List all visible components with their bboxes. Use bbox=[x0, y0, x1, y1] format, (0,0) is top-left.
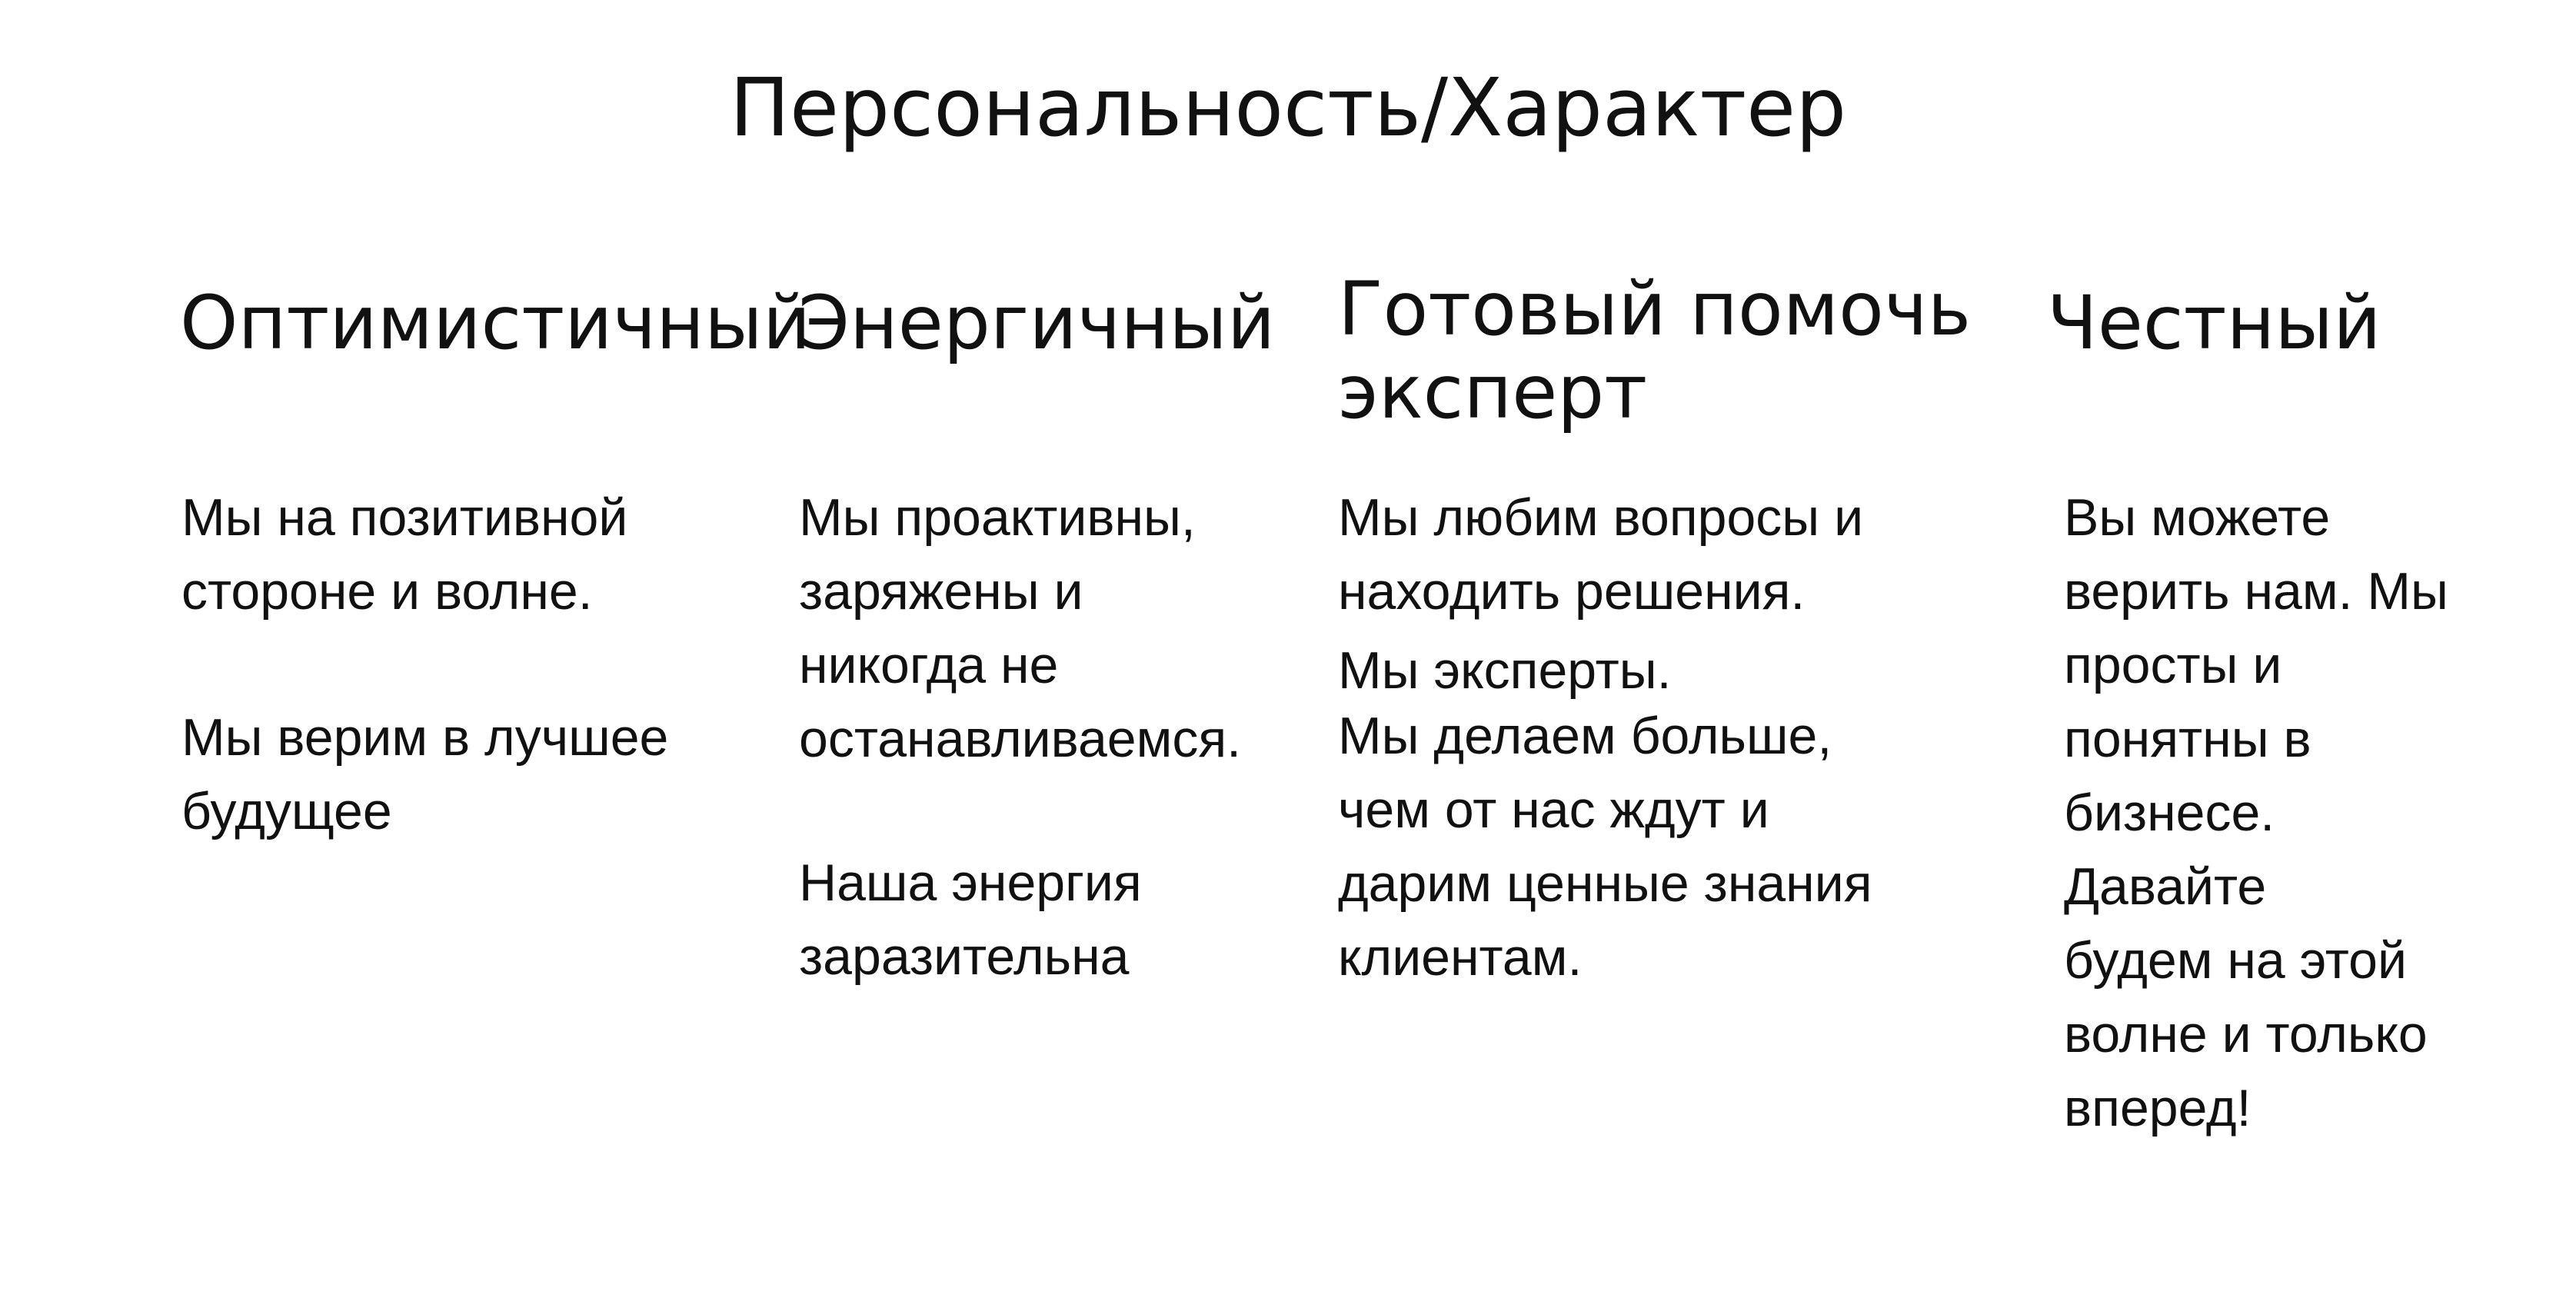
text-line: Мы делаем больше, bbox=[1338, 707, 1832, 765]
text-line: Давайте bbox=[2064, 857, 2267, 916]
column-heading-energetic bbox=[798, 281, 1275, 364]
text-line: стороне и волне. bbox=[181, 562, 593, 621]
text-line: бизнесе. bbox=[2064, 784, 2275, 842]
heading-line: эксперт bbox=[1338, 349, 1648, 435]
text-line: верить нам. Мы bbox=[2064, 562, 2448, 621]
text-line: заряжены и bbox=[799, 562, 1083, 621]
paragraph-expert-3 bbox=[1338, 699, 1872, 994]
text-line: Вы можете bbox=[2064, 488, 2331, 547]
paragraph-expert-1 bbox=[1338, 481, 1863, 628]
text-line: будем на этой bbox=[2064, 931, 2407, 990]
heading-line: Готовый помочь bbox=[1338, 266, 1972, 352]
text-line: Мы проактивны, bbox=[799, 488, 1196, 547]
text-line: понятны в bbox=[2064, 710, 2311, 768]
text-line: чем от нас ждут и bbox=[1338, 780, 1769, 839]
text-line: Мы любим вопросы и bbox=[1338, 488, 1864, 547]
heading-line: Оптимистичный bbox=[180, 280, 811, 366]
paragraph-optimistic-1 bbox=[181, 481, 627, 628]
text-line: клиентам. bbox=[1338, 928, 1583, 987]
text-line: Мы верим в лучшее bbox=[181, 708, 669, 767]
text-line: Мы эксперты. bbox=[1338, 641, 1672, 700]
text-line: никогда не bbox=[799, 636, 1059, 694]
paragraph-energetic-2 bbox=[799, 846, 1142, 993]
text-line: просты и bbox=[2064, 636, 2282, 694]
text-line: Наша энергия bbox=[799, 854, 1142, 912]
slide-title: Персональность/Характер bbox=[729, 61, 1847, 155]
paragraph-energetic-1 bbox=[799, 481, 1241, 776]
text-line: останавливаемся. bbox=[799, 710, 1242, 768]
text-line: Мы на позитивной bbox=[181, 488, 628, 547]
text-line: дарим ценные знания bbox=[1338, 854, 1872, 913]
paragraph-expert-2 bbox=[1338, 634, 1672, 707]
column-heading-helpful-expert bbox=[1338, 268, 1971, 434]
column-heading-optimistic bbox=[180, 281, 810, 364]
text-line: находить решения. bbox=[1338, 562, 1806, 621]
heading-line: Честный bbox=[2047, 280, 2381, 366]
column-heading-honest bbox=[2047, 281, 2381, 364]
text-line: волне и только bbox=[2064, 1005, 2428, 1063]
paragraph-optimistic-2 bbox=[181, 701, 668, 848]
text-line: заразительна bbox=[799, 927, 1130, 986]
paragraph-honest-1 bbox=[2064, 481, 2448, 1145]
heading-line: Энергичный bbox=[798, 280, 1276, 366]
text-line: вперед! bbox=[2064, 1079, 2252, 1137]
text-line: будущее bbox=[181, 782, 392, 840]
